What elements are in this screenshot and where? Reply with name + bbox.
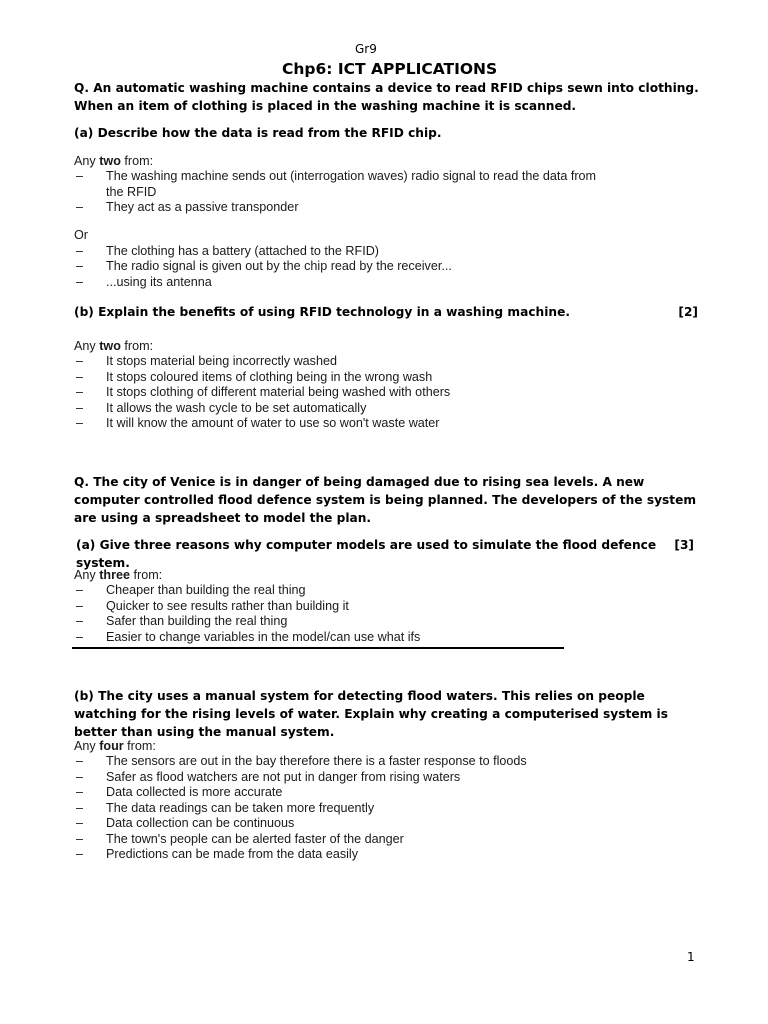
list-item: – The data readings can be taken more frequently <box>76 800 375 815</box>
q1-part-b-answer <box>74 338 634 432</box>
list-item: – The clothing has a battery (attached to the RFID) <box>76 243 380 258</box>
list-item: – It stops material being incorrectly washed <box>76 354 337 368</box>
list-item: – The town's people can be alerted faster of the danger <box>76 831 404 846</box>
q1-part-a <box>74 124 698 142</box>
section-divider <box>72 647 564 649</box>
list-item: – Safer than building the real thing <box>76 614 288 628</box>
q1-part-a-answer <box>74 153 634 290</box>
list-item: – They act as a passive transponder <box>76 200 299 214</box>
list-item: – It allows the wash cycle to be set automatically <box>76 400 367 415</box>
q1-part-a-text: (a) Describe how the data is read from the RFID chip. <box>74 126 442 140</box>
answer-intro: Any two from: <box>74 154 154 168</box>
answer-intro: Any two from: <box>74 339 154 353</box>
q2-part-b-text: (b) The city uses a manual system for detecting flood waters. This relies on people watching for the rising levels of water. Explain why creating a computerised system is better than using the manual system. <box>74 689 668 739</box>
q1-part-b-marks: [2] <box>678 305 698 319</box>
list-item: – It stops coloured items of clothing being in the wrong wash <box>76 369 433 384</box>
list-item: – Cheaper than building the real thing <box>76 583 306 597</box>
page-number: 1 <box>687 950 695 964</box>
list-item: – Safer as flood watchers are not put in danger from rising waters <box>76 769 461 784</box>
q2-part-b-answer <box>74 738 634 863</box>
q2-part-a-answer <box>74 567 634 645</box>
list-item: – Easier to change variables in the model/can use what ifs <box>76 629 421 644</box>
list-item: – It will know the amount of water to use so won't waste water <box>76 416 440 430</box>
list-item: – Data collection can be continuous <box>76 816 295 830</box>
q1-part-b <box>74 303 698 321</box>
question-1: Q. An automatic washing machine contains a device to read RFID chips sewn into clothing. When an item of clothing is placed in the washing machine it is scanned. <box>74 81 699 113</box>
list-item: – It stops clothing of different material being washed with others <box>76 385 451 399</box>
page-title: Chp6: ICT APPLICATIONS <box>282 60 498 78</box>
or-label: Or <box>74 227 88 242</box>
grade-label: Gr9 <box>355 42 377 56</box>
list-item: – ...using its antenna <box>76 274 212 289</box>
q2-part-b <box>74 687 704 741</box>
list-item: – The radio signal is given out by the chip read by the receiver... <box>76 259 452 273</box>
question-2: Q. The city of Venice is in danger of being damaged due to rising sea levels. A new computer controlled flood defence system is being planned. The developers of the system are using a spreadsheet to model the plan. <box>74 475 697 525</box>
list-item: – Predictions can be made from the data easily <box>76 847 359 861</box>
answer-intro: Any four from: <box>74 739 156 753</box>
list-item: – The washing machine sends out (interrogation waves) radio signal to read the data from the RFID <box>76 169 597 199</box>
q1-part-b-text: (b) Explain the benefits of using RFID technology in a washing machine. <box>74 305 570 319</box>
q2-part-a-marks: [3] <box>674 538 694 552</box>
q2-part-a-text: (a) Give three reasons why computer models are used to simulate the flood defence system. <box>76 538 657 570</box>
list-item: – Data collected is more accurate <box>76 785 283 799</box>
answer-intro: Any three from: <box>74 568 163 582</box>
list-item: – Quicker to see results rather than building it <box>76 598 349 613</box>
list-item: – The sensors are out in the bay therefore there is a faster response to floods <box>76 754 527 768</box>
